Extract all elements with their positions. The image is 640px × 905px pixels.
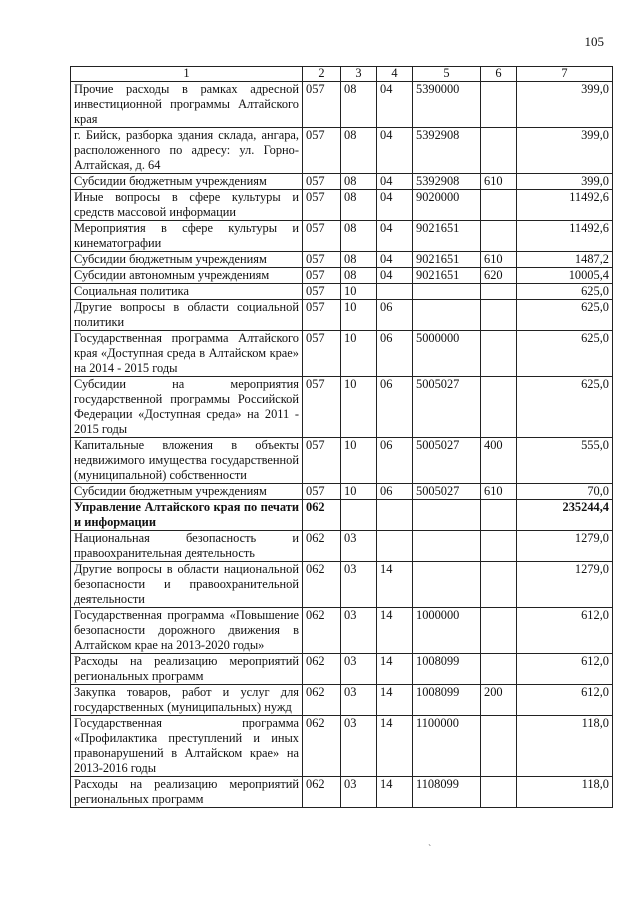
amount: 612,0	[517, 608, 613, 654]
table-row	[71, 716, 613, 777]
code-expense-type	[481, 300, 517, 331]
code-expense-type	[481, 377, 517, 438]
code-ministry: 057	[303, 82, 341, 128]
code-target-article	[413, 500, 481, 531]
table-row	[71, 531, 613, 562]
code-ministry: 062	[303, 716, 341, 777]
code-section: 10	[341, 377, 377, 438]
code-ministry: 057	[303, 377, 341, 438]
code-section: 03	[341, 685, 377, 716]
code-subsection: 14	[377, 716, 413, 777]
table-row	[71, 685, 613, 716]
item-name: Государственная программа Алтайского края «Доступная среда в Алтайском крае» на 2014 - 2015 годы	[71, 331, 303, 377]
column-header: 5	[413, 67, 481, 82]
code-subsection: 06	[377, 300, 413, 331]
table-row	[71, 608, 613, 654]
code-subsection: 04	[377, 174, 413, 190]
code-ministry: 057	[303, 284, 341, 300]
code-subsection: 04	[377, 128, 413, 174]
code-subsection: 04	[377, 221, 413, 252]
code-section: 03	[341, 716, 377, 777]
table-row	[71, 438, 613, 484]
code-target-article: 5000000	[413, 331, 481, 377]
code-target-article: 9021651	[413, 268, 481, 284]
code-section: 08	[341, 268, 377, 284]
code-subsection: 14	[377, 654, 413, 685]
code-section: 10	[341, 284, 377, 300]
code-target-article: 5390000	[413, 82, 481, 128]
code-ministry: 057	[303, 190, 341, 221]
code-ministry: 062	[303, 608, 341, 654]
code-subsection: 14	[377, 685, 413, 716]
code-expense-type	[481, 82, 517, 128]
page-number: 105	[584, 34, 604, 49]
code-target-article: 1008099	[413, 654, 481, 685]
code-expense-type: 400	[481, 438, 517, 484]
table-row	[71, 300, 613, 331]
code-expense-type	[481, 284, 517, 300]
amount: 555,0	[517, 438, 613, 484]
code-ministry: 057	[303, 484, 341, 500]
column-header: 1	[71, 67, 303, 82]
item-name: Субсидии бюджетным учреждениям	[71, 484, 303, 500]
table-row	[71, 777, 613, 808]
table-body	[71, 82, 613, 808]
code-subsection	[377, 284, 413, 300]
item-name: Национальная безопасность и правоохранительная деятельность	[71, 531, 303, 562]
code-section: 08	[341, 221, 377, 252]
amount: 625,0	[517, 331, 613, 377]
code-section: 10	[341, 484, 377, 500]
code-target-article: 1008099	[413, 685, 481, 716]
amount: 625,0	[517, 377, 613, 438]
code-expense-type	[481, 128, 517, 174]
code-target-article: 5392908	[413, 174, 481, 190]
code-expense-type	[481, 562, 517, 608]
code-section: 08	[341, 82, 377, 128]
item-name: Государственная программа «Профилактика преступлений и иных правонарушений в Алтайском крае» на 2013-2016 годы	[71, 716, 303, 777]
code-expense-type: 620	[481, 268, 517, 284]
item-name: Прочие расходы в рамках адресной инвестиционной программы Алтайского края	[71, 82, 303, 128]
code-subsection: 04	[377, 252, 413, 268]
item-name: Управление Алтайского края по печати и информации	[71, 500, 303, 531]
table-row	[71, 268, 613, 284]
code-expense-type	[481, 500, 517, 531]
code-target-article: 5005027	[413, 484, 481, 500]
code-target-article: 9021651	[413, 252, 481, 268]
code-expense-type: 610	[481, 174, 517, 190]
item-name: Капитальные вложения в объекты недвижимого имущества государственной (муниципальной) собственности	[71, 438, 303, 484]
code-ministry: 057	[303, 268, 341, 284]
amount: 399,0	[517, 128, 613, 174]
item-name: Субсидии автономным учреждениям	[71, 268, 303, 284]
item-name: Государственная программа «Повышение безопасности дорожного движения в Алтайском крае на 2013-2020 годы»	[71, 608, 303, 654]
code-section: 08	[341, 190, 377, 221]
amount: 399,0	[517, 174, 613, 190]
code-target-article: 9021651	[413, 221, 481, 252]
code-subsection	[377, 500, 413, 531]
code-ministry: 062	[303, 777, 341, 808]
code-ministry: 057	[303, 128, 341, 174]
code-ministry: 062	[303, 531, 341, 562]
code-target-article: 1108099	[413, 777, 481, 808]
code-expense-type	[481, 654, 517, 685]
amount: 118,0	[517, 777, 613, 808]
scan-mark: `	[428, 844, 432, 855]
table-row	[71, 174, 613, 190]
code-section: 10	[341, 438, 377, 484]
table-row	[71, 654, 613, 685]
item-name: Закупка товаров, работ и услуг для государственных (муниципальных) нужд	[71, 685, 303, 716]
code-subsection: 06	[377, 331, 413, 377]
code-expense-type	[481, 331, 517, 377]
code-expense-type: 610	[481, 252, 517, 268]
item-name: Расходы на реализацию мероприятий региональных программ	[71, 654, 303, 685]
code-target-article	[413, 562, 481, 608]
code-target-article: 1000000	[413, 608, 481, 654]
item-name: г. Бийск, разборка здания склада, ангара, расположенного по адресу: ул. Горно-Алтайская, д. 64	[71, 128, 303, 174]
code-expense-type: 610	[481, 484, 517, 500]
code-target-article: 5005027	[413, 438, 481, 484]
item-name: Субсидии на мероприятия государственной программы Российской Федерации «Доступная среда» на 2011 - 2015 годы	[71, 377, 303, 438]
code-expense-type	[481, 608, 517, 654]
code-section: 03	[341, 562, 377, 608]
table-row	[71, 500, 613, 531]
item-name: Другие вопросы в области национальной безопасности и правоохранительной деятельности	[71, 562, 303, 608]
column-header: 3	[341, 67, 377, 82]
code-ministry: 057	[303, 438, 341, 484]
code-target-article: 1100000	[413, 716, 481, 777]
amount: 235244,4	[517, 500, 613, 531]
code-expense-type	[481, 221, 517, 252]
column-header: 4	[377, 67, 413, 82]
code-ministry: 057	[303, 174, 341, 190]
amount: 11492,6	[517, 221, 613, 252]
code-section: 03	[341, 777, 377, 808]
amount: 70,0	[517, 484, 613, 500]
amount: 625,0	[517, 300, 613, 331]
code-ministry: 062	[303, 685, 341, 716]
table-row	[71, 128, 613, 174]
code-subsection: 06	[377, 438, 413, 484]
code-subsection: 14	[377, 608, 413, 654]
amount: 1279,0	[517, 531, 613, 562]
item-name: Иные вопросы в сфере культуры и средств массовой информации	[71, 190, 303, 221]
column-header: 2	[303, 67, 341, 82]
table-row	[71, 190, 613, 221]
code-subsection: 06	[377, 377, 413, 438]
code-section: 03	[341, 654, 377, 685]
amount: 399,0	[517, 82, 613, 128]
amount: 118,0	[517, 716, 613, 777]
code-expense-type: 200	[481, 685, 517, 716]
code-subsection: 14	[377, 777, 413, 808]
code-section: 08	[341, 252, 377, 268]
table-row	[71, 331, 613, 377]
code-subsection	[377, 531, 413, 562]
item-name: Расходы на реализацию мероприятий региональных программ	[71, 777, 303, 808]
amount: 11492,6	[517, 190, 613, 221]
table-row	[71, 562, 613, 608]
code-target-article	[413, 300, 481, 331]
code-subsection: 04	[377, 190, 413, 221]
amount: 612,0	[517, 654, 613, 685]
item-name: Мероприятия в сфере культуры и кинематографии	[71, 221, 303, 252]
code-expense-type	[481, 531, 517, 562]
code-section: 08	[341, 174, 377, 190]
table-row	[71, 252, 613, 268]
item-name: Социальная политика	[71, 284, 303, 300]
code-target-article: 5392908	[413, 128, 481, 174]
budget-table	[70, 66, 613, 808]
code-expense-type	[481, 716, 517, 777]
code-subsection: 04	[377, 268, 413, 284]
item-name: Субсидии бюджетным учреждениям	[71, 174, 303, 190]
code-section: 03	[341, 608, 377, 654]
code-expense-type	[481, 190, 517, 221]
item-name: Другие вопросы в области социальной политики	[71, 300, 303, 331]
code-ministry: 062	[303, 654, 341, 685]
code-ministry: 057	[303, 252, 341, 268]
code-expense-type	[481, 777, 517, 808]
code-target-article: 9020000	[413, 190, 481, 221]
code-ministry: 062	[303, 500, 341, 531]
table-row	[71, 284, 613, 300]
table-row	[71, 377, 613, 438]
amount: 625,0	[517, 284, 613, 300]
amount: 1487,2	[517, 252, 613, 268]
amount: 612,0	[517, 685, 613, 716]
code-ministry: 057	[303, 331, 341, 377]
code-target-article: 5005027	[413, 377, 481, 438]
table-header-row	[71, 67, 613, 82]
code-section	[341, 500, 377, 531]
table-row	[71, 484, 613, 500]
code-section: 10	[341, 331, 377, 377]
column-header: 6	[481, 67, 517, 82]
table-row	[71, 221, 613, 252]
code-subsection: 14	[377, 562, 413, 608]
code-target-article	[413, 284, 481, 300]
code-ministry: 057	[303, 300, 341, 331]
code-section: 10	[341, 300, 377, 331]
amount: 10005,4	[517, 268, 613, 284]
code-section: 08	[341, 128, 377, 174]
code-ministry: 057	[303, 221, 341, 252]
item-name: Субсидии бюджетным учреждениям	[71, 252, 303, 268]
code-subsection: 04	[377, 82, 413, 128]
table-row	[71, 82, 613, 128]
amount: 1279,0	[517, 562, 613, 608]
code-target-article	[413, 531, 481, 562]
code-ministry: 062	[303, 562, 341, 608]
code-section: 03	[341, 531, 377, 562]
code-subsection: 06	[377, 484, 413, 500]
column-header: 7	[517, 67, 613, 82]
